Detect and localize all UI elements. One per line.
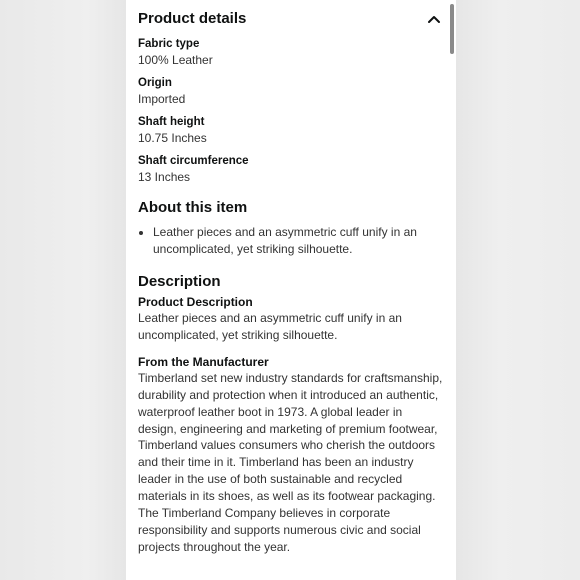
- description-section: [138, 272, 444, 556]
- background-right: [456, 0, 580, 580]
- product-info-content: [138, 8, 444, 556]
- background-left: [0, 0, 126, 580]
- about-bullet: • Leather pieces and an asymmetric cuff unify in an uncomplicated, yet striking silhouette.: [153, 224, 444, 258]
- about-title: About this item: [138, 199, 248, 216]
- about-section: [138, 198, 444, 258]
- spec-origin: [138, 76, 444, 108]
- product-description-text: Leather pieces and an asymmetric cuff unify in an uncomplicated, yet striking silhouette.: [138, 311, 402, 342]
- manufacturer-text: Timberland set new industry standards for craftsmanship, durability and protection when it introduced an authentic, waterproof leather boot in 1973. A global leader in design, engineering and marketing of premium footwear, Timberland values consumers who cherish the outdoors and their time in it. Timberland has been an industry leader in the use of both sustainable and recycled materials in its shoes, as well as its footwear packaging. The Timberland Company believes in corporate responsibility and supports numerous civic and social projects throughout the year.: [138, 370, 443, 554]
- product-details-header[interactable]: [138, 8, 444, 30]
- description-title: Description: [138, 273, 221, 290]
- spec-shaft-circumference: [138, 154, 444, 186]
- manufacturer-title: From the Manufacturer: [138, 354, 269, 369]
- spec-value: Imported: [138, 92, 186, 106]
- spec-label: Fabric type: [138, 38, 200, 50]
- spec-label: Shaft circumference: [138, 155, 249, 167]
- product-description-title: Product Description: [138, 295, 253, 309]
- product-details-title: Product details: [138, 10, 247, 27]
- spec-label: Origin: [138, 77, 172, 89]
- about-bullets: [138, 224, 444, 258]
- spec-shaft-height: [138, 115, 444, 147]
- spec-value: 10.75 Inches: [138, 131, 207, 145]
- spec-value: 100% Leather: [138, 53, 213, 67]
- spec-label: Shaft height: [138, 116, 205, 128]
- chevron-up-icon[interactable]: [426, 11, 442, 27]
- manufacturer-section: [138, 354, 444, 556]
- spec-fabric-type: [138, 37, 444, 69]
- spec-value: 13 Inches: [138, 170, 191, 184]
- scrollbar-thumb[interactable]: [450, 4, 454, 54]
- product-info-panel: [126, 0, 456, 580]
